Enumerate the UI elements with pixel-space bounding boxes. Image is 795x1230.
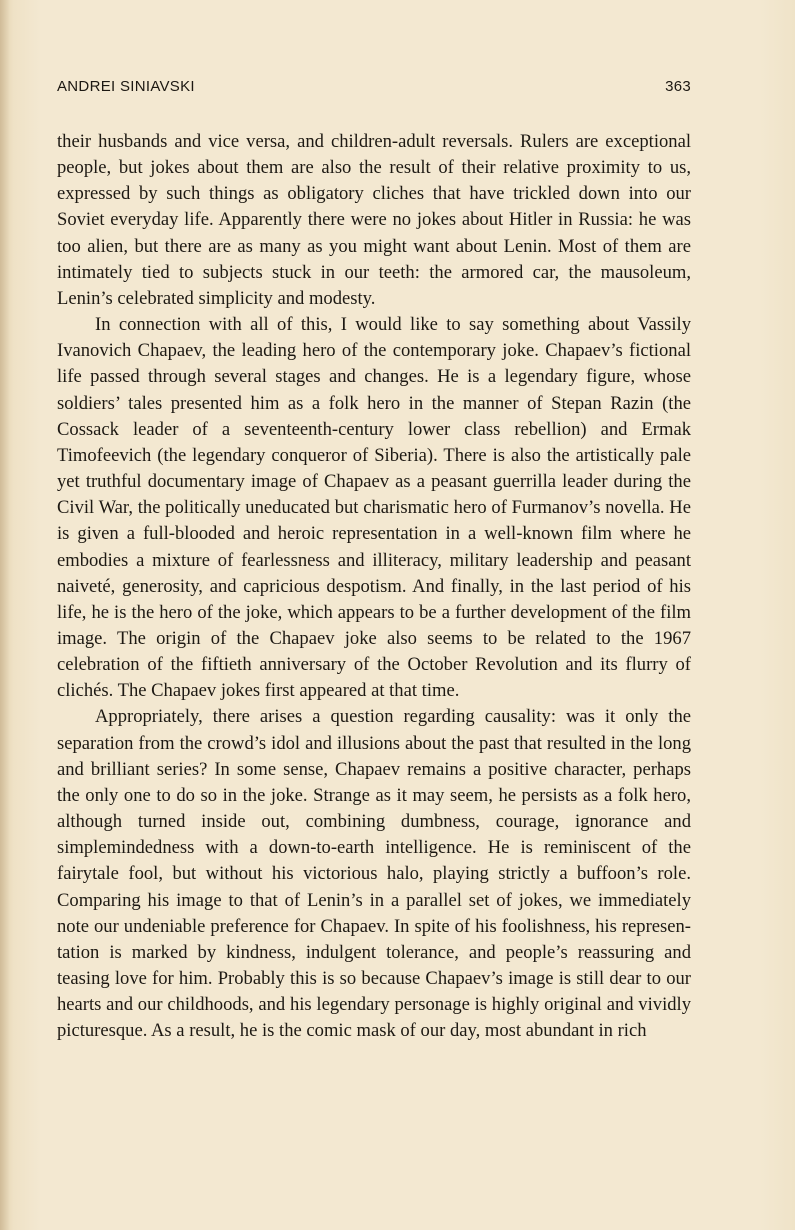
paragraph-1: their husbands and vice versa, and children-adult reversals. Rulers are exceptional people, but jokes about them are also the result of their relative proximity to us, expressed by such things as obligatory cliches that have trickled down into our Soviet everyday life. Apparently there were no jokes about Hitler in Russia: he was too alien, but there are as many as you might want about Lenin. Most of them are intimately tied to subjects stuck in our teeth: the armored car, the mausoleum, Lenin’s celebrated simplicity and modesty. bbox=[57, 131, 691, 309]
paragraph-3: Appropriately, there arises a question regarding causality: was it only the separation from the crowd’s idol and illusions about the past that resulted in the long and brilliant series? In some sense, Chapaev remains a positive character, perhaps the only one to do so in the joke. Strange as it may seem, he persists as a folk hero, although turned inside out, combining dumbness, courage, ignorance and simplemindedness with a down-to-earth intelligence. He is reminiscent of the fairytale fool, but without his victorious halo, playing strictly a buffoon’s role. Comparing his image to that of Lenin’s in a parallel set of jokes, we immediately note our undeniable preference for Chapaev. In spite of his foolishness, his representation is marked by kindness, indulgent tolerance, and people’s reassuring and teasing love for him. Probably this is so because Chapaev’s image is still dear to our hearts and our childhoods, and his legendary personage is highly original and vividly picturesque. As a result, he is the comic mask of our day, most abundant in rich bbox=[57, 706, 691, 1042]
body-text bbox=[57, 129, 691, 1044]
page-number: 363 bbox=[665, 78, 691, 95]
running-header bbox=[57, 78, 691, 100]
running-header-author: ANDREI SINIAVSKI bbox=[57, 78, 195, 95]
spine-shadow bbox=[0, 0, 10, 1230]
paragraph-2: In connection with all of this, I would like to say something about Vassily Ivanovich Chapaev, the leading hero of the contemporary joke. Chapaev’s fictional life passed through several stages and changes. He is a legendary figure, whose soldiers’ tales presented him as a folk hero in the manner of Stepan Razin (the Cossack leader of a seventeenth-century lower class rebellion) and Ermak Timofeevich (the legendary conqueror of Siberia). There is also the artistically pale yet truthful documentary image of Chapaev as a peasant guerrilla leader during the Civil War, the politically uneducated but charismatic hero of Furmanov’s novella. He is given a full-blooded and heroic representation in a well-known film where he embodies a mixture of fearlessness and illiteracy, military leadership and peasant naiveté, generosity, and capricious despotism. And finally, in the last period of his life, he is the hero of the joke, which appears to be a further development of the film image. The origin of the Chapaev joke also seems to be related to the 1967 celebration of the fiftieth anniversary of the October Revolution and its flurry of clichés. The Chapaev jokes first appeared at that time. bbox=[57, 314, 691, 702]
